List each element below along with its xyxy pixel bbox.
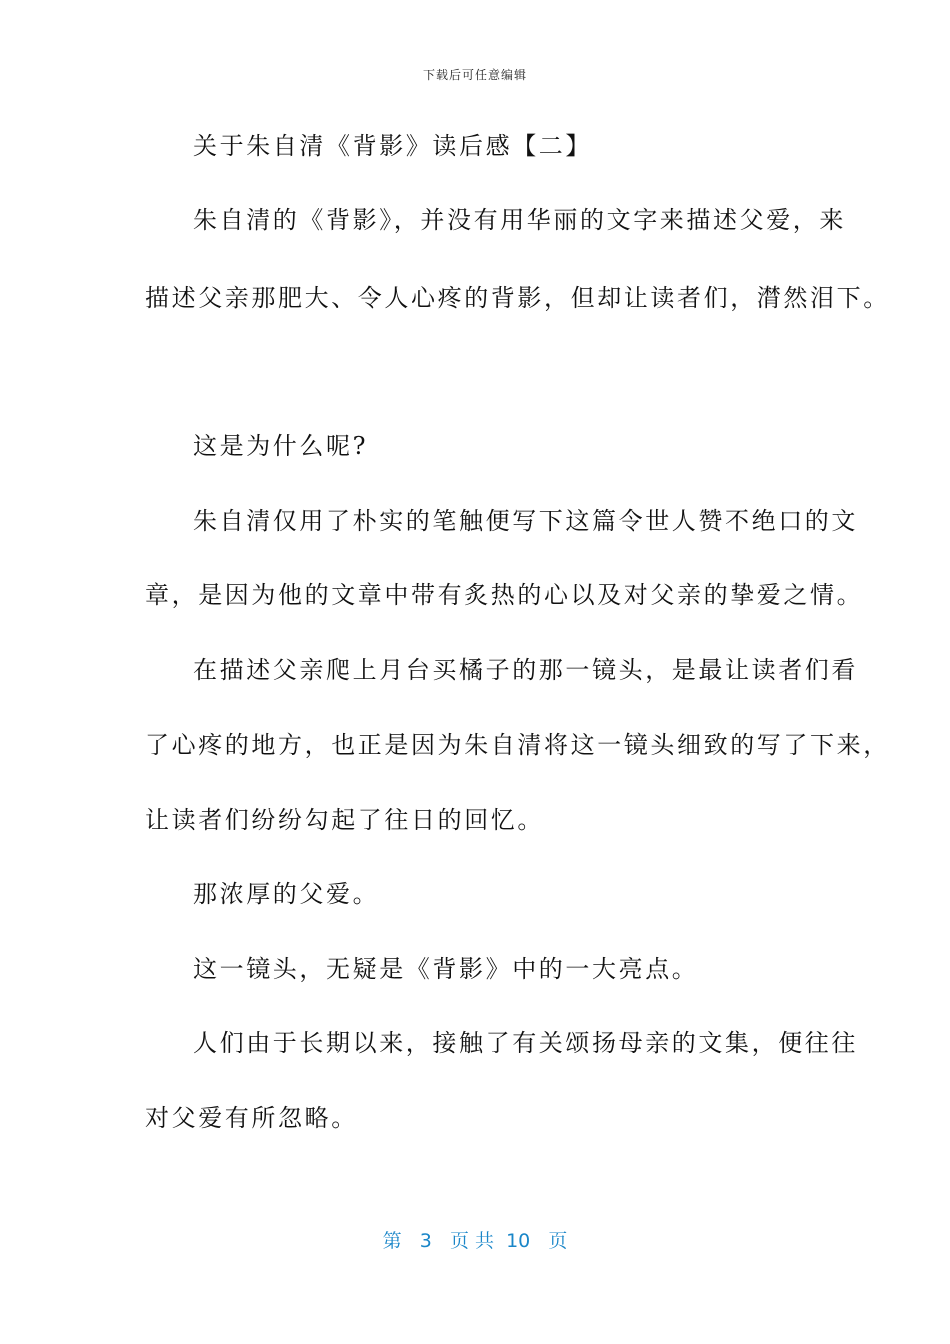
paragraph-line: 章，是因为他的文章中带有炙热的心以及对父亲的挚爱之情。 (145, 581, 864, 609)
paragraph-line: 人们由于长期以来，接触了有关颂扬母亲的文集，便往往 (193, 1029, 858, 1057)
paragraph-line: 这是为什么呢? (193, 432, 369, 460)
paragraph-line: 了心疼的地方，也正是因为朱自清将这一镜头细致的写了下来， (145, 731, 890, 759)
paragraph-line: 朱自清的《背影》，并没有用华丽的文字来描述父爱，来 (193, 206, 846, 234)
paragraph-line: 在描述父亲爬上月台买橘子的那一镜头，是最让读者们看 (193, 656, 858, 684)
paragraph-line: 朱自清仅用了朴实的笔触便写下这篇令世人赞不绝口的文 (193, 507, 858, 535)
paragraph-line: 这一镜头，无疑是《背影》中的一大亮点。 (193, 955, 699, 983)
paragraph-line: 让读者们纷纷勾起了往日的回忆。 (145, 806, 544, 834)
header-note: 下载后可任意编辑 (422, 68, 527, 82)
paragraph-line: 描述父亲那肥大、令人心疼的背影，但却让读者们，潸然泪下。 (145, 284, 890, 312)
total-pages-number: 10 (506, 1230, 531, 1252)
footer-middle: 页 共 (449, 1230, 494, 1252)
paragraph-line: 对父爱有所忽略。 (145, 1104, 358, 1132)
paragraph-line: 那浓厚的父爱。 (193, 880, 380, 908)
page-footer (0, 1226, 950, 1253)
document-title: 关于朱自清《背影》读后感【二】 (193, 132, 592, 160)
footer-suffix: 页 (548, 1230, 568, 1252)
current-page-number: 3 (419, 1230, 432, 1252)
footer-prefix: 第 (382, 1230, 402, 1252)
